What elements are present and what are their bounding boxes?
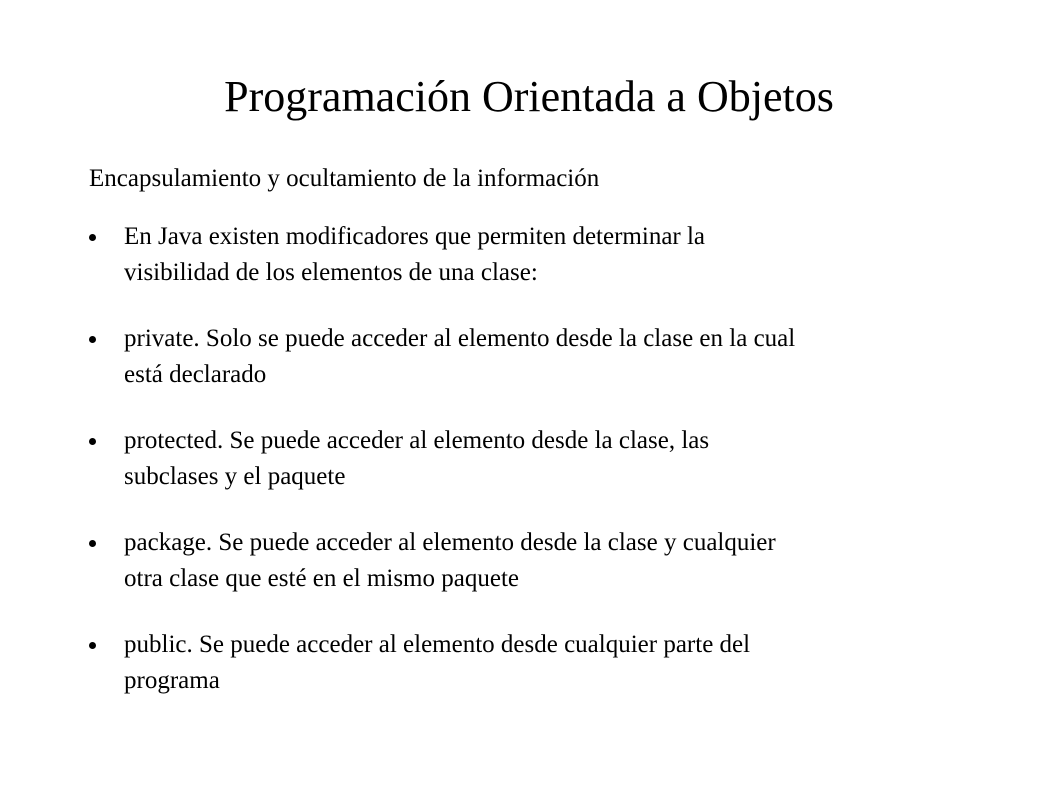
bullet-text-line-2: está declarado (124, 361, 267, 388)
bullet-dot-icon (89, 234, 96, 241)
bullet-dot-icon (89, 438, 96, 445)
slide-subtitle: Encapsulamiento y ocultamiento de la información (89, 165, 600, 192)
bullet-text-line-1: public. Se puede acceder al elemento desde cualquier parte del (124, 631, 751, 658)
bullet-item-protected (89, 423, 989, 495)
bullet-text-line-2: visibilidad de los elementos de una clase: (124, 259, 538, 286)
bullet-text-line-1: protected. Se puede acceder al elemento desde la clase, las (124, 427, 710, 454)
bullet-dot-icon (89, 540, 96, 547)
bullet-list (89, 219, 989, 729)
bullet-dot-icon (89, 336, 96, 343)
bullet-item-java-modifiers (89, 219, 989, 291)
bullet-text-line-1: En Java existen modificadores que permiten determinar la (124, 223, 706, 250)
bullet-text-line-1: package. Se puede acceder al elemento desde la clase y cualquier (124, 529, 776, 556)
bullet-text-line-2: subclases y el paquete (124, 463, 346, 490)
bullet-item-package (89, 525, 989, 597)
bullet-text-line-1: private. Solo se puede acceder al elemento desde la clase en la cual (124, 325, 796, 352)
slide-title: Programación Orientada a Objetos (224, 72, 834, 121)
bullet-item-public (89, 627, 989, 699)
bullet-text-line-2: otra clase que esté en el mismo paquete (124, 565, 519, 592)
bullet-item-private (89, 321, 989, 393)
bullet-text-line-2: programa (124, 667, 220, 694)
bullet-dot-icon (89, 642, 96, 649)
